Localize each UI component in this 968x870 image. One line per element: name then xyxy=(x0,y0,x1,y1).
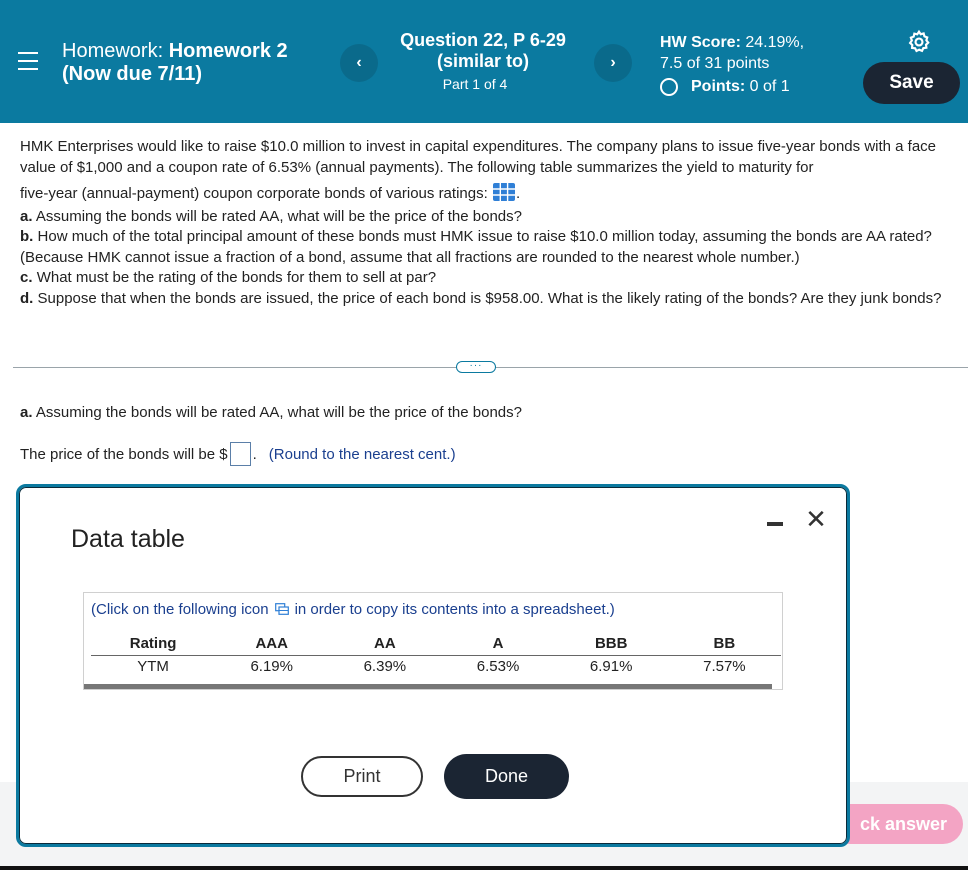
table-cell: 6.39% xyxy=(363,657,407,675)
table-row xyxy=(91,655,781,677)
part-b-label: b. xyxy=(20,228,34,245)
homework-label: Homework: xyxy=(62,40,164,62)
next-question-button[interactable]: › xyxy=(594,44,632,82)
minimize-icon[interactable] xyxy=(767,517,785,527)
homework-title xyxy=(62,40,337,86)
table-header-row xyxy=(91,633,781,655)
part-b-text: How much of the total principal amount of these bonds must HMK issue to raise $10.0 million today, assuming the bonds are AA rated? (Because HMK cannot issue a fraction of a bond, assume that all fractions are rounded to the nearest whole number.) xyxy=(20,228,932,266)
part-d-label: d. xyxy=(20,289,34,307)
status-circle-icon xyxy=(660,78,678,96)
table-cell: 7.57% xyxy=(703,657,746,675)
header-cell: Rating xyxy=(91,633,215,655)
current-part-label: a. xyxy=(20,404,33,421)
question-text xyxy=(20,137,965,309)
copy-note-end: in order to copy its contents into a spreadsheet.) xyxy=(294,601,615,618)
question-part-d xyxy=(20,289,965,310)
print-button[interactable]: Print xyxy=(301,756,423,797)
hw-score xyxy=(660,32,804,97)
menu-icon[interactable] xyxy=(18,52,38,70)
part-c-text: What must be the rating of the bonds for them to sell at par? xyxy=(36,269,437,286)
copy-note-start: (Click on the following icon xyxy=(91,601,269,618)
answer-prefix: The price of the bonds will be $ xyxy=(20,445,228,463)
part-a-text: Assuming the bonds will be rated AA, what will be the price of the bonds? xyxy=(35,207,522,225)
part-indicator: Part 1 of 4 xyxy=(442,76,508,92)
copy-note xyxy=(91,601,615,618)
part-d-text: Suppose that when the bonds are issued, the price of each bond is $958.00. What is the likely rating of the bonds? Are they junk bonds? xyxy=(37,289,942,307)
copy-to-spreadsheet-icon[interactable] xyxy=(275,603,289,615)
table-cell: YTM xyxy=(137,657,169,675)
hw-score-label: HW Score: xyxy=(660,34,741,51)
part-a-label: a. xyxy=(20,207,33,225)
dialog-title: Data table xyxy=(71,525,185,553)
hw-score-value: 24.19%, xyxy=(745,34,805,51)
bottom-edge xyxy=(0,866,968,870)
points-label: Points: xyxy=(691,78,746,95)
points-value: 0 of 1 xyxy=(749,78,790,95)
question-intro: HMK Enterprises would like to raise $10.0 million to invest in capital expenditures. The company plans to issue five-year bonds with a face value of $1,000 and a coupon rate of 6.53% (annual payments). The following table summarizes the yield to maturity for xyxy=(20,138,937,176)
price-answer-input[interactable] xyxy=(230,442,251,466)
question-number: Question 22, P 6-29 xyxy=(400,30,566,50)
hw-score-points: 7.5 of 31 points xyxy=(660,55,770,72)
current-part-prompt xyxy=(20,404,522,421)
answer-suffix: . xyxy=(252,445,257,463)
header-cell: AAA xyxy=(215,633,328,655)
close-icon[interactable]: ✕ xyxy=(805,504,827,534)
points-row xyxy=(660,76,804,97)
question-intro-period: . xyxy=(515,185,521,202)
ytm-table xyxy=(91,633,781,677)
header-cell: BBB xyxy=(555,633,668,655)
question-part-c xyxy=(20,268,965,289)
table-cell: 6.19% xyxy=(250,657,293,675)
part-c-label: c. xyxy=(20,269,33,286)
table-cell: 6.91% xyxy=(589,657,633,675)
question-part-b xyxy=(20,227,965,268)
done-button[interactable]: Done xyxy=(444,754,569,799)
current-part-text: Assuming the bonds will be rated AA, what will be the price of the bonds? xyxy=(35,404,522,421)
ytm-table-container xyxy=(83,592,783,690)
save-button[interactable]: Save xyxy=(863,62,960,104)
check-answer-button[interactable]: ck answer xyxy=(830,804,963,844)
rounding-hint: (Round to the nearest cent.) xyxy=(268,445,456,463)
header-cell: AA xyxy=(328,633,441,655)
top-header xyxy=(0,0,968,123)
question-intro-table-ref: five-year (annual-payment) coupon corporate bonds of various ratings: xyxy=(20,185,488,202)
question-title xyxy=(385,30,581,72)
header-cell: A xyxy=(441,633,554,655)
header-cell: BB xyxy=(668,633,781,655)
homework-name: Homework 2 xyxy=(168,40,288,62)
homework-due: (Now due 7/11) xyxy=(62,63,203,85)
data-table-dialog xyxy=(16,484,850,847)
data-table-grid-icon[interactable] xyxy=(492,182,516,202)
previous-question-button[interactable]: ‹ xyxy=(340,44,378,82)
answer-line xyxy=(20,442,456,466)
table-cell: 6.53% xyxy=(476,657,520,675)
horizontal-scrollbar[interactable] xyxy=(84,684,772,689)
question-subtitle: (similar to) xyxy=(436,51,529,71)
question-part-a xyxy=(20,207,965,228)
settings-gear-icon[interactable] xyxy=(906,29,932,55)
question-intro-line2 xyxy=(20,182,965,205)
expand-toggle-button[interactable]: ··· xyxy=(456,361,496,373)
